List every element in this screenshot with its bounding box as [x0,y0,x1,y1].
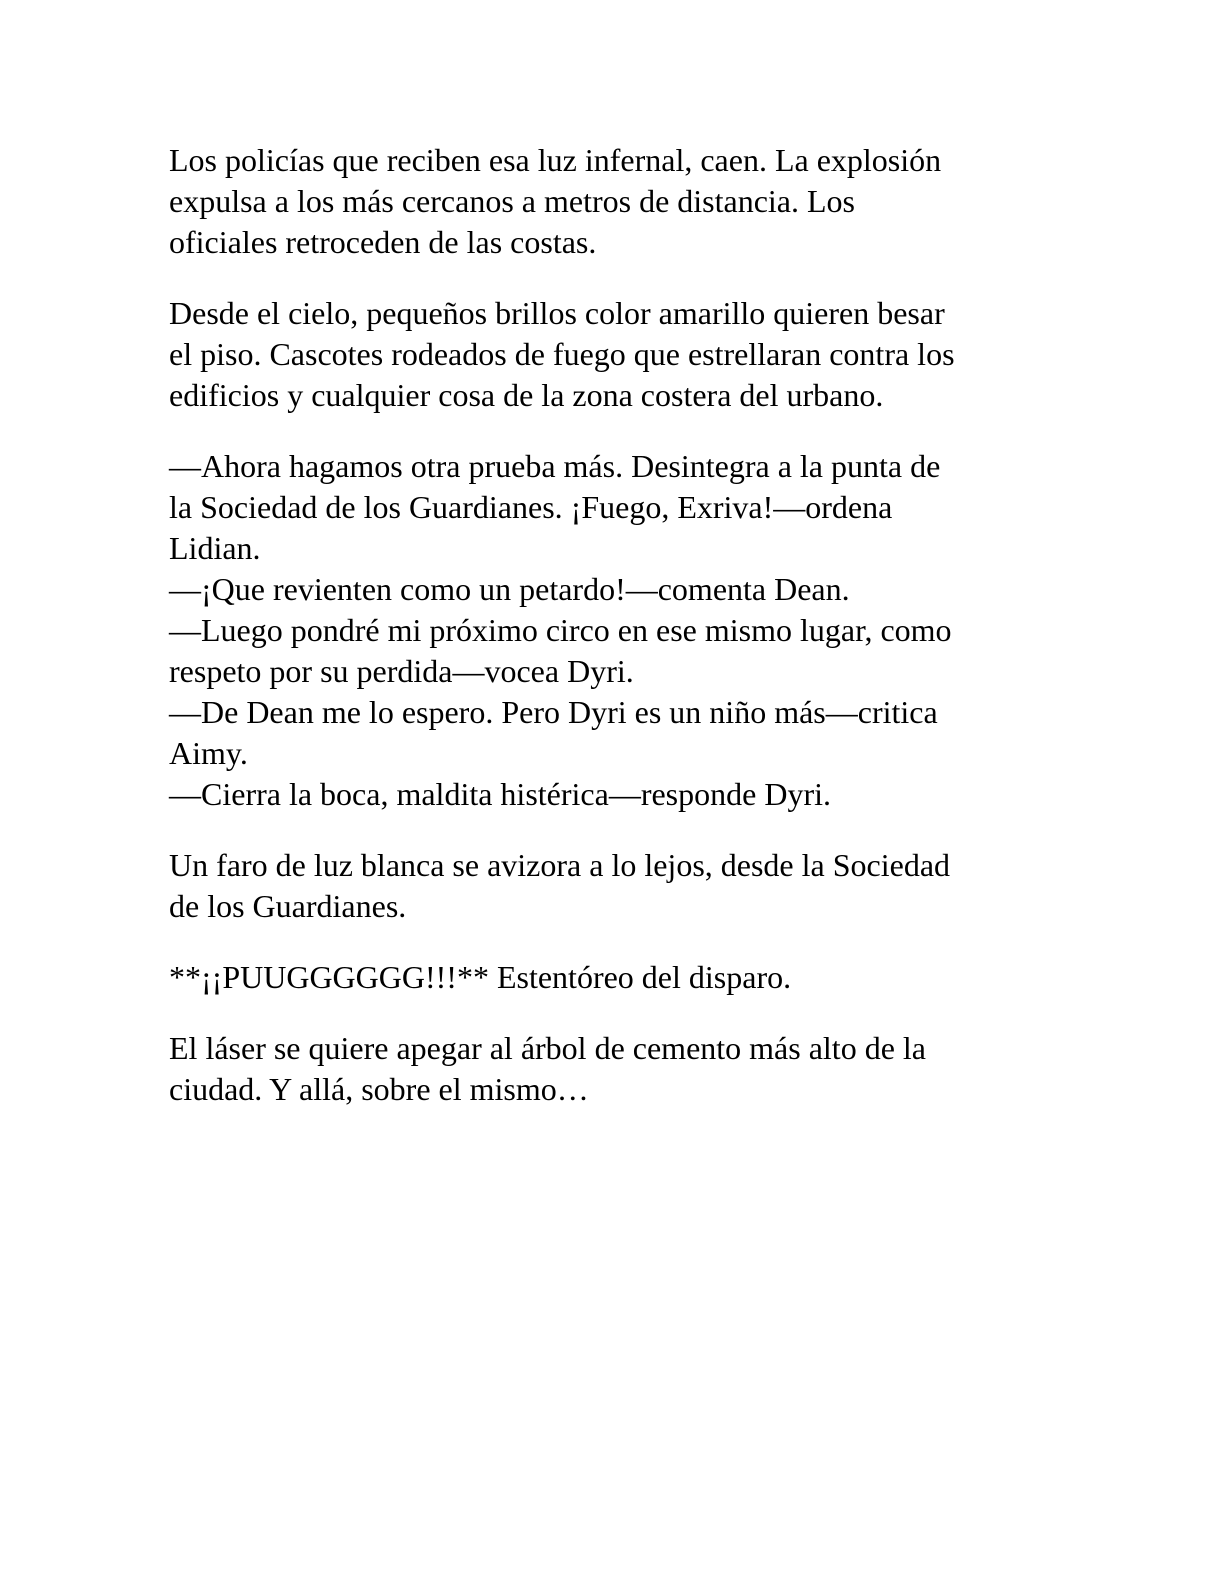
text-line: Un faro de luz blanca se avizora a lo lejos, desde la Sociedad [169,847,951,883]
paragraph-shot-sound [169,957,1059,998]
dialogue-line-dyri [169,610,1059,692]
text-line: El láser se quiere apegar al árbol de cemento más alto de la [169,1030,926,1066]
text-line: Los policías que reciben esa luz infernal, caen. La explosión [169,142,942,178]
text-line: oficiales retroceden de las costas. [169,224,597,260]
dialogue-line-dean [169,569,1059,610]
text-line: Desde el cielo, pequeños brillos color amarillo quieren besar [169,295,945,331]
dialogue-line-lidian [169,446,1059,569]
paragraph-laser [169,1028,1059,1110]
text-line: —¡Que revienten como un petardo!—comenta Dean. [169,571,850,607]
document-page [169,140,1059,1140]
text-line: —Luego pondré mi próximo circo en ese mismo lugar, como [169,612,952,648]
text-line: expulsa a los más cercanos a metros de distancia. Los [169,183,855,219]
text-line: —De Dean me lo espero. Pero Dyri es un niño más—critica [169,694,938,730]
text-line: respeto por su perdida—vocea Dyri. [169,653,634,689]
dialogue-block [169,446,1059,815]
text-line: —Cierra la boca, maldita histérica—responde Dyri. [169,776,831,812]
paragraph-white-beacon [169,845,1059,927]
paragraph-police-fall [169,140,1059,263]
text-line: de los Guardianes. [169,888,407,924]
text-line: edificios y cualquier cosa de la zona costera del urbano. [169,377,884,413]
dialogue-line-aimy [169,692,1059,774]
text-line: la Sociedad de los Guardianes. ¡Fuego, Exriva!—ordena [169,489,893,525]
dialogue-line-dyri-reply [169,774,1059,815]
paragraph-sky-debris [169,293,1059,416]
text-line: Aimy. [169,735,248,771]
text-line: —Ahora hagamos otra prueba más. Desintegra a la punta de [169,448,941,484]
text-line: ciudad. Y allá, sobre el mismo… [169,1071,589,1107]
text-line: **¡¡PUUGGGGGG!!!** Estentóreo del disparo. [169,959,792,995]
text-line: Lidian. [169,530,261,566]
text-line: el piso. Cascotes rodeados de fuego que estrellaran contra los [169,336,955,372]
